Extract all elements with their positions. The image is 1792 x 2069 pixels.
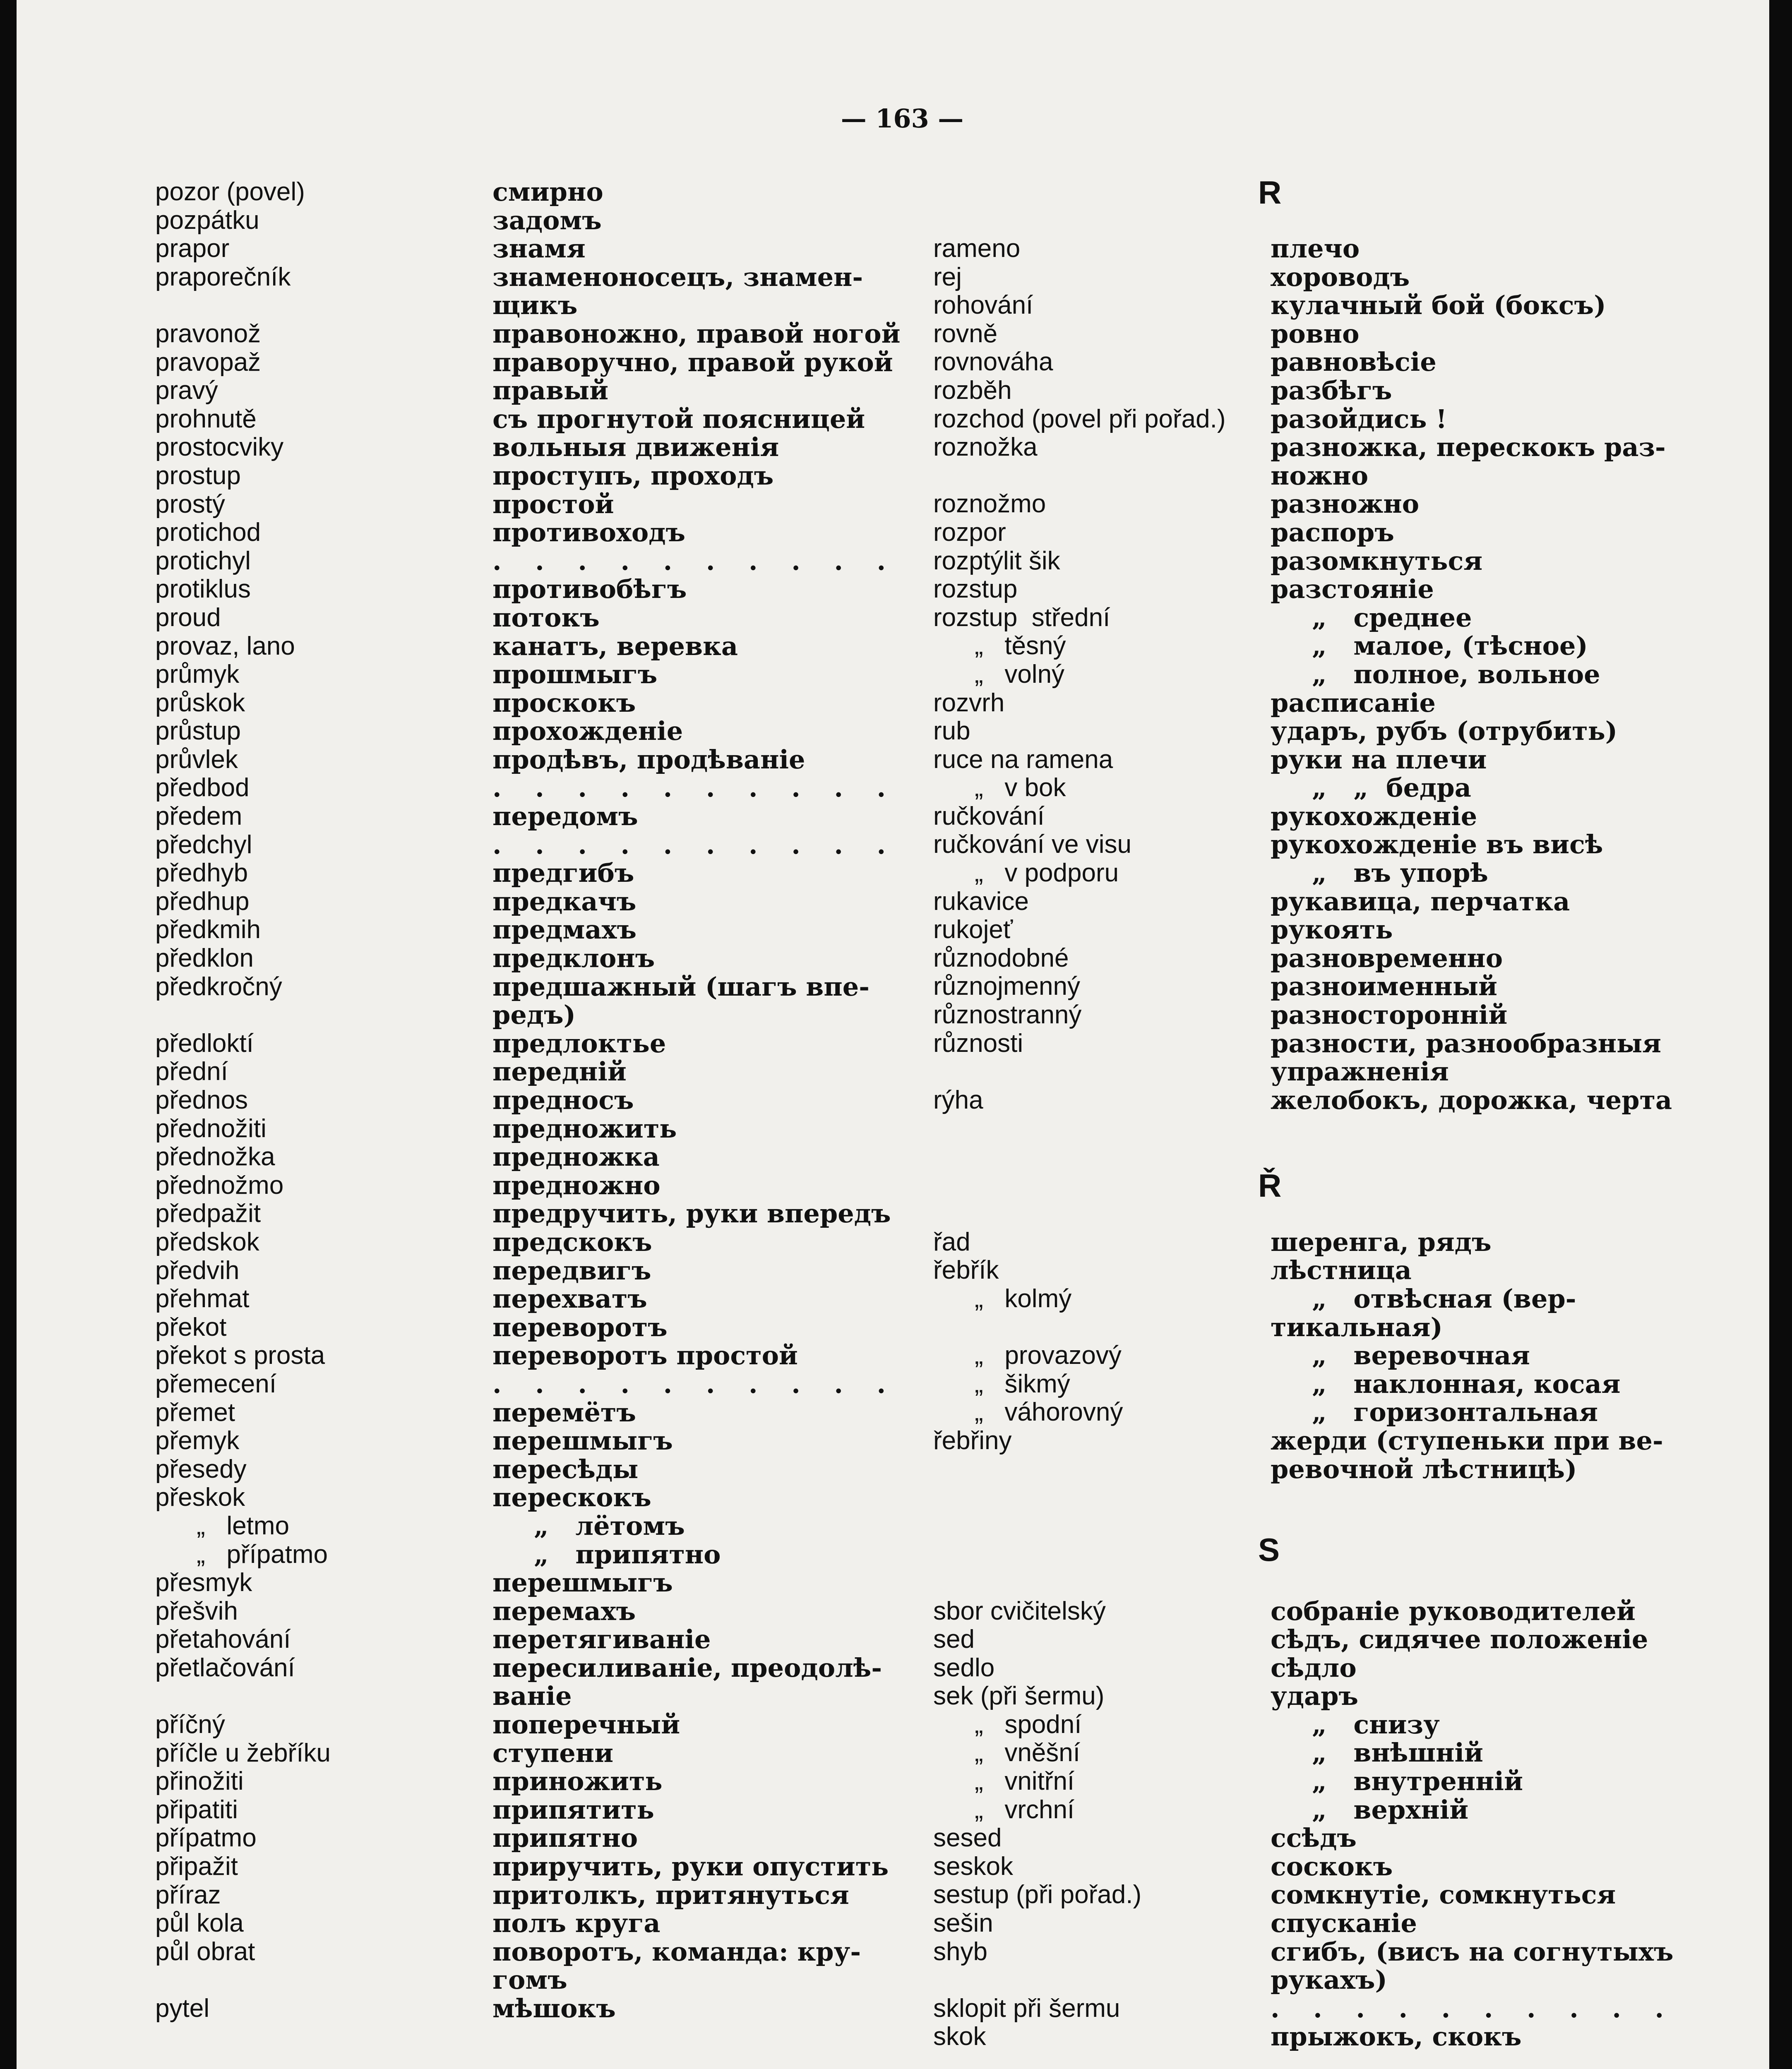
blank-row — [1271, 1512, 1676, 1541]
entry-translation: „ веревочная — [1312, 1340, 1530, 1371]
entry-translation: прохожденіе — [492, 716, 683, 746]
entry-translation: приножить — [492, 1766, 663, 1797]
entry-translation: ударъ, рубъ (отрубить) — [1271, 716, 1618, 746]
entry-term: „ vnitřní — [975, 1767, 1075, 1796]
entry-term: průvlek — [155, 745, 238, 774]
entry-translation: редъ) — [492, 1000, 576, 1030]
entry-translation: „ горизонтальная — [1312, 1397, 1598, 1428]
blank-row — [933, 462, 1225, 490]
entry-term: připatiti — [155, 1795, 238, 1824]
entry-translation: „ припятно — [534, 1539, 721, 1570]
entry-term: sek (při šermu) — [933, 1682, 1105, 1711]
entry-term: různojmenný — [933, 972, 1080, 1001]
entry-translation: предносъ — [492, 1085, 634, 1115]
entry-translation: спусканіе — [1271, 1908, 1417, 1939]
entry-term: rýha — [933, 1085, 983, 1114]
entry-translation: . . . . . . . . . . — [492, 545, 898, 576]
entry-translation: противобѣгъ — [492, 574, 687, 605]
blank-row — [1271, 1143, 1676, 1171]
entry-term: půl kola — [155, 1909, 244, 1938]
entry-term: připažit — [155, 1852, 238, 1881]
entry-translation: ревочной лѣстницѣ) — [1271, 1454, 1577, 1484]
entry-term: přednožmo — [155, 1171, 284, 1200]
entry-term: roznožmo — [933, 490, 1046, 518]
entry-term: „ provazový — [975, 1341, 1122, 1370]
entry-term: „ přípatmo — [197, 1540, 328, 1569]
entry-translation: „ въ упорѣ — [1312, 858, 1489, 888]
blank-row — [933, 1058, 1225, 1086]
entry-term: protichod — [155, 518, 261, 547]
entry-translation: задомъ — [492, 205, 602, 235]
entry-translation: . . . . . . . . . . — [492, 773, 898, 803]
entry-term: skok — [933, 2022, 986, 2051]
entry-translation: ссѣдъ — [1271, 1823, 1357, 1853]
entry-term: ručkování — [933, 802, 1045, 830]
entry-translation: „ полное, вольное — [1312, 659, 1600, 689]
entry-term: rovně — [933, 319, 998, 348]
entry-translation: передомъ — [492, 801, 638, 832]
blank-row — [155, 1682, 331, 1711]
entry-term: rameno — [933, 234, 1021, 263]
entry-term: řebřiny — [933, 1426, 1012, 1455]
entry-term: předpažit — [155, 1199, 261, 1228]
entry-translation: разножка, перескокъ раз- — [1271, 432, 1666, 463]
entry-term: rohování — [933, 291, 1033, 320]
entry-term: předkročný — [155, 972, 282, 1001]
entry-translation: продѣвъ, продѣваніе — [492, 744, 805, 775]
entry-term: překot s prosta — [155, 1341, 325, 1370]
entry-translation: ступени — [492, 1738, 614, 1768]
blank-row — [933, 1512, 1225, 1541]
entry-term: rukavice — [933, 887, 1029, 916]
blank-row — [933, 1455, 1225, 1484]
entry-translation: ударъ — [1271, 1681, 1359, 1711]
entry-term: sesed — [933, 1824, 1002, 1853]
entry-translation: плечо — [1271, 233, 1360, 264]
section-heading-r-caron: Ř — [1258, 1167, 1282, 1204]
entry-term: přední — [155, 1057, 228, 1086]
entry-term: ručkování ve visu — [933, 830, 1131, 859]
entry-term: „ šikmý — [975, 1369, 1070, 1398]
entry-translation: перескокъ — [492, 1482, 651, 1513]
entry-translation: „ „ бедра — [1312, 773, 1471, 803]
entry-term: rozběh — [933, 376, 1012, 405]
entry-term: přeskok — [155, 1483, 245, 1512]
entry-term: sedlo — [933, 1653, 995, 1682]
entry-translation: предручить, руки впередъ — [492, 1198, 891, 1229]
entry-translation: сѣдъ, сидячее положеніе — [1271, 1624, 1648, 1655]
entry-translation: тикальная) — [1271, 1312, 1443, 1342]
entry-term: překot — [155, 1313, 227, 1342]
entry-translation: передвигъ — [492, 1255, 651, 1286]
entry-translation: переворотъ — [492, 1312, 668, 1342]
entry-term: proud — [155, 603, 221, 632]
blank-row — [1271, 1200, 1676, 1228]
entry-term: různosti — [933, 1029, 1023, 1058]
entry-translation: кулачный бой (боксъ) — [1271, 290, 1606, 321]
page-paper — [17, 0, 1769, 2069]
entry-translation: предножить — [492, 1113, 677, 1144]
blank-row — [933, 1114, 1225, 1143]
entry-translation: „ верхній — [1312, 1794, 1469, 1825]
entry-translation: перешмыгъ — [492, 1567, 673, 1598]
entry-term: rozpor — [933, 518, 1006, 547]
entry-translation: разновременно — [1271, 943, 1503, 973]
entry-translation: пересѣды — [492, 1454, 639, 1484]
entry-translation: передній — [492, 1056, 627, 1087]
entry-translation: щикъ — [492, 290, 578, 321]
entry-term: přemet — [155, 1398, 235, 1427]
entry-term: rukojeť — [933, 915, 1013, 944]
section-heading-s: S — [1258, 1531, 1280, 1568]
entry-term: přednožka — [155, 1143, 275, 1171]
entry-term: přešvih — [155, 1596, 238, 1625]
entry-term: pravý — [155, 376, 218, 405]
entry-translation: „ внѣшній — [1312, 1738, 1484, 1768]
entry-translation: предгибъ — [492, 858, 634, 888]
right-russian-column — [1271, 235, 1676, 2051]
entry-translation: предмахъ — [492, 914, 637, 945]
entry-translation: разстояніе — [1271, 574, 1434, 605]
entry-term: různodobné — [933, 943, 1069, 972]
entry-term: předbod — [155, 773, 250, 802]
entry-translation: предклонъ — [492, 943, 655, 974]
entry-translation: смирно — [492, 177, 603, 207]
entry-term: pravopaž — [155, 348, 261, 377]
entry-translation: сѣдло — [1271, 1652, 1357, 1683]
entry-translation: расписаніе — [1271, 687, 1436, 718]
blank-row — [155, 1966, 331, 1995]
entry-translation: мѣшокъ — [492, 1993, 616, 2023]
blank-row — [933, 1540, 1225, 1569]
entry-translation: разойдись ! — [1271, 403, 1447, 434]
entry-translation: гомъ — [492, 1965, 567, 1995]
entry-translation: жерди (ступеньки при ве- — [1271, 1425, 1663, 1456]
entry-translation: разности, разнообразныя — [1271, 1028, 1662, 1059]
entry-term: přednožiti — [155, 1114, 267, 1143]
blank-row — [1271, 1114, 1676, 1143]
entry-term: „ váhorovný — [975, 1398, 1123, 1427]
entry-term: přednos — [155, 1086, 248, 1114]
entry-term: půl obrat — [155, 1937, 255, 1966]
entry-term: protiklus — [155, 575, 251, 604]
entry-term: praporečník — [155, 262, 291, 291]
entry-translation: прыжокъ, скокъ — [1271, 2021, 1522, 2052]
left-russian-column — [492, 178, 901, 2023]
entry-translation: переворотъ простой — [492, 1340, 798, 1371]
entry-term: přetlačování — [155, 1653, 295, 1682]
entry-term: přetahování — [155, 1625, 291, 1654]
entry-term: rub — [933, 717, 970, 746]
entry-translation: правый — [492, 375, 609, 406]
right-czech-column — [933, 235, 1225, 2051]
entry-translation: поперечный — [492, 1709, 680, 1740]
entry-translation: ваніе — [492, 1681, 572, 1711]
entry-translation: проскокъ — [492, 687, 636, 718]
blank-row — [1271, 1483, 1676, 1512]
entry-term: „ letmo — [197, 1511, 289, 1540]
entry-translation: простой — [492, 489, 614, 519]
entry-term: příčný — [155, 1710, 225, 1739]
entry-translation: перешмыгъ — [492, 1426, 673, 1456]
entry-translation: предкачъ — [492, 886, 637, 917]
entry-term: předchyl — [155, 830, 252, 859]
entry-translation: прошмыгъ — [492, 659, 658, 690]
entry-translation: правоножно, правой ногой — [492, 318, 901, 349]
entry-translation: припятить — [492, 1794, 654, 1825]
entry-term: sešin — [933, 1909, 993, 1938]
entry-term: rozstup střední — [933, 603, 1110, 632]
entry-term: rej — [933, 262, 962, 291]
entry-translation: канатъ, веревка — [492, 631, 738, 661]
entry-term: předskok — [155, 1227, 259, 1256]
entry-term: přemecení — [155, 1369, 276, 1398]
entry-translation: припятно — [492, 1823, 638, 1853]
entry-term: sestup (při pořad.) — [933, 1880, 1142, 1909]
entry-term: prapor — [155, 234, 230, 263]
entry-translation: рукавица, перчатка — [1271, 886, 1570, 917]
entry-translation: сгибъ, (висъ на согнутыхъ — [1271, 1936, 1674, 1967]
entry-translation: „ снизу — [1312, 1709, 1440, 1740]
entry-term: prostocviky — [155, 433, 284, 462]
entry-term: „ kolmý — [975, 1284, 1072, 1313]
entry-term: příraz — [155, 1880, 221, 1909]
entry-translation: перетягиваніе — [492, 1624, 711, 1655]
entry-translation: рукоять — [1271, 914, 1393, 945]
blank-row — [933, 1313, 1225, 1342]
entry-term: „ vrchní — [975, 1795, 1075, 1824]
entry-translation: полъ круга — [492, 1908, 661, 1939]
entry-translation: . . . . . . . . . . — [492, 829, 898, 860]
entry-translation: ножно — [1271, 460, 1369, 491]
entry-translation: желобокъ, дорожка, черта — [1271, 1085, 1672, 1115]
entry-term: seskok — [933, 1852, 1013, 1881]
blank-row — [933, 1143, 1225, 1171]
blank-row — [1271, 1569, 1676, 1597]
entry-translation: притолкъ, притянуться — [492, 1879, 849, 1910]
page-number: — 163 — — [841, 103, 964, 134]
entry-term: průskok — [155, 688, 245, 717]
entry-term: pozor (povel) — [155, 178, 305, 206]
entry-term: „ volný — [975, 660, 1065, 689]
entry-translation: „ наклонная, косая — [1312, 1368, 1621, 1399]
entry-translation: „ лётомъ — [534, 1510, 685, 1541]
entry-translation: шеренга, рядъ — [1271, 1227, 1492, 1257]
entry-term: sed — [933, 1625, 975, 1654]
entry-term: předhup — [155, 887, 250, 916]
entry-term: prohnutě — [155, 404, 257, 433]
blank-row — [933, 1483, 1225, 1512]
entry-term: předvih — [155, 1256, 240, 1285]
entry-translation: рукохожденіе въ висѣ — [1271, 829, 1603, 860]
entry-translation: „ малое, (тѣсное) — [1312, 631, 1588, 661]
entry-term: přehmat — [155, 1284, 250, 1313]
entry-translation: хороводъ — [1271, 262, 1410, 292]
entry-translation: „ отвѣсная (вер- — [1312, 1283, 1576, 1314]
entry-translation: лѣстница — [1271, 1255, 1412, 1286]
entry-term: rovnováha — [933, 348, 1053, 377]
entry-term: různostranný — [933, 1001, 1082, 1030]
entry-translation: праворучно, правой рукой — [492, 347, 893, 377]
entry-term: ruce na ramena — [933, 745, 1113, 774]
entry-term: sbor cvičitelský — [933, 1596, 1106, 1625]
entry-translation: собраніе руководителей — [1271, 1596, 1636, 1626]
entry-term: předloktí — [155, 1029, 254, 1058]
entry-term: přesedy — [155, 1455, 247, 1483]
entry-term: „ spodní — [975, 1710, 1082, 1739]
entry-term: předem — [155, 802, 243, 831]
left-czech-column — [155, 178, 331, 2023]
entry-translation: разноименный — [1271, 971, 1498, 1002]
entry-term: přemyk — [155, 1426, 240, 1455]
entry-term: „ těsný — [975, 631, 1066, 660]
entry-translation: перемахъ — [492, 1596, 636, 1626]
entry-term: přinožiti — [155, 1767, 244, 1796]
entry-term: prostup — [155, 461, 241, 490]
blank-row — [933, 1200, 1225, 1228]
entry-translation: ровно — [1271, 318, 1360, 349]
entry-translation: рукохожденіе — [1271, 801, 1477, 831]
entry-translation: „ внутренній — [1312, 1766, 1523, 1797]
entry-translation: предножно — [492, 1170, 661, 1200]
blank-row — [155, 291, 331, 320]
entry-term: řebřík — [933, 1256, 999, 1285]
blank-row — [933, 1966, 1225, 1995]
entry-translation: предшажный (шагъ впе- — [492, 971, 870, 1002]
entry-translation: предножка — [492, 1142, 660, 1172]
entry-term: průmyk — [155, 660, 240, 689]
blank-row — [1271, 1171, 1676, 1200]
entry-translation: поворотъ, команда: кру- — [492, 1936, 861, 1967]
entry-translation: . . . . . . . . . . — [1271, 1993, 1677, 2023]
blank-row — [1271, 1540, 1676, 1569]
entry-term: „ vněšní — [975, 1738, 1080, 1767]
entry-translation: приручить, руки опустить — [492, 1851, 889, 1882]
blank-row — [933, 1569, 1225, 1597]
entry-term: „ v bok — [975, 773, 1066, 802]
entry-translation: . . . . . . . . . . — [492, 1368, 898, 1399]
entry-term: přesmyk — [155, 1568, 252, 1597]
entry-translation: распоръ — [1271, 517, 1394, 547]
entry-translation: равновѣсіе — [1271, 347, 1436, 377]
entry-term: prostý — [155, 490, 225, 518]
entry-translation: разносторонній — [1271, 1000, 1508, 1030]
entry-term: provaz, lano — [155, 631, 295, 660]
blank-row — [933, 1171, 1225, 1200]
entry-term: roznožka — [933, 433, 1038, 462]
entry-translation: предлоктье — [492, 1028, 666, 1059]
entry-term: rozvrh — [933, 688, 1005, 717]
entry-translation: противоходъ — [492, 517, 686, 548]
entry-translation: руки на плечи — [1271, 744, 1487, 775]
entry-term: sklopit při šermu — [933, 1994, 1120, 2023]
entry-translation: рукахъ) — [1271, 1965, 1387, 1995]
entry-term: shyb — [933, 1937, 987, 1966]
entry-term: pravonož — [155, 319, 261, 348]
entry-translation: вольныя движенія — [492, 432, 779, 463]
entry-translation: разомкнуться — [1271, 545, 1483, 576]
section-heading-r: R — [1258, 174, 1282, 211]
entry-term: pozpátku — [155, 206, 259, 235]
entry-term: rozptýlit šik — [933, 546, 1060, 575]
entry-translation: перехватъ — [492, 1284, 647, 1314]
entry-translation: сомкнутіе, сомкнуться — [1271, 1879, 1616, 1910]
entry-term: předklon — [155, 944, 254, 973]
entry-translation: пересиливаніе, преодолѣ- — [492, 1652, 882, 1683]
entry-term: přípatmo — [155, 1824, 257, 1853]
entry-term: řad — [933, 1227, 970, 1256]
entry-translation: соскокъ — [1271, 1851, 1393, 1882]
entry-translation: разбѣгъ — [1271, 375, 1392, 406]
entry-term: rozstup — [933, 575, 1018, 604]
entry-translation: предскокъ — [492, 1227, 652, 1257]
entry-translation: съ прогнутой поясницей — [492, 403, 865, 434]
entry-term: rozchod (povel při pořad.) — [933, 404, 1226, 433]
entry-translation: потокъ — [492, 602, 600, 633]
entry-term: pytel — [155, 1994, 209, 2023]
entry-translation: перемётъ — [492, 1397, 636, 1428]
entry-translation: „ среднее — [1312, 602, 1472, 633]
entry-translation: разножно — [1271, 489, 1420, 519]
entry-term: předkmih — [155, 915, 261, 944]
entry-term: průstup — [155, 717, 241, 746]
entry-translation: проступъ, проходъ — [492, 460, 774, 491]
entry-translation: упражненія — [1271, 1056, 1449, 1087]
entry-term: předhyb — [155, 859, 248, 888]
entry-translation: знаменоносецъ, знамен- — [492, 262, 863, 292]
entry-term: „ v podporu — [975, 859, 1119, 888]
entry-translation: знамя — [492, 233, 586, 264]
entry-term: protichyl — [155, 546, 251, 575]
entry-term: příčle u žebříku — [155, 1738, 331, 1767]
blank-row — [155, 1001, 331, 1030]
